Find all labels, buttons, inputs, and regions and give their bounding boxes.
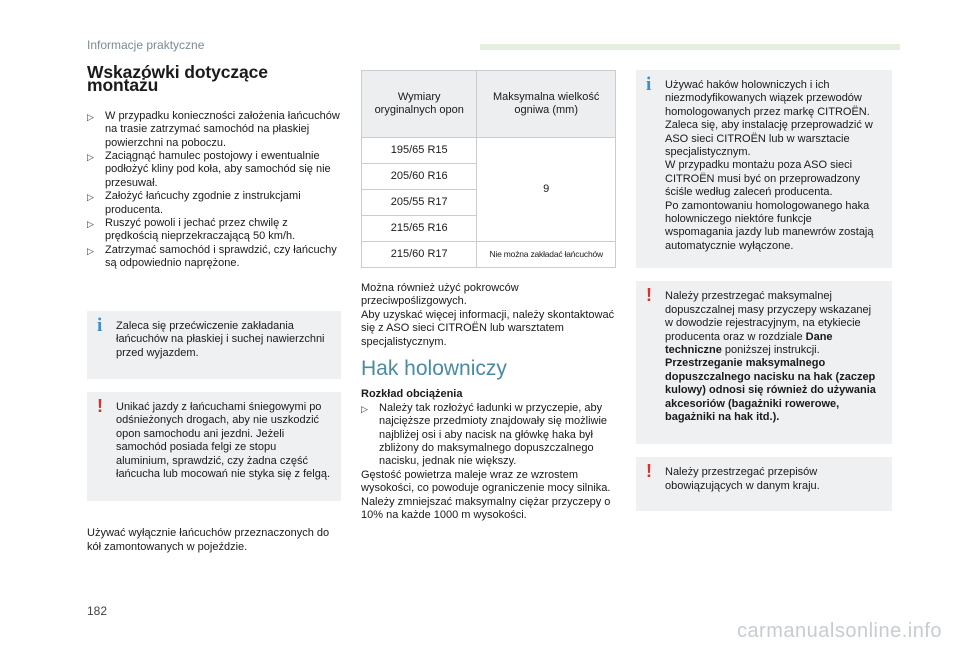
table-cell-link-size: 9 (477, 138, 616, 242)
arrow-bullet-icon: ▷ (87, 219, 94, 230)
table-cell-tire: 205/60 R16 (362, 164, 477, 190)
table-cell-tire: 215/60 R17 (362, 242, 477, 268)
list-item: ▷ Należy tak rozłożyć ładunki w przyczepie, aby najcięższe przedmioty znajdowały się możliwie najbliżej osi i aby nacisk na główkę haka był zbliżony do maksymalnego dopuszczalnego nacisku, jednak nie większy. (361, 401, 608, 468)
alternatives-text: Można również użyć pokrowców przeciwpoślizgowych. Aby uzyskać więcej informacji, należy skontaktować się z ASO sieci CITROËN lub warsztatem specjalistycznym. (361, 282, 615, 348)
table-cell-tire: 215/65 R16 (362, 216, 477, 242)
warning-note: ! Unikać jazdy z łańcuchami śniegowymi po odśnieżonych drogach, aby nie uszkodzić opon samochodu ani jezdni. Jeżeli samochód posiada felgi ze stopu aluminium, sprawdzić, czy żadna część łańcucha lub mocowań nie styka się z felgą. (87, 392, 341, 501)
towbar-title: Hak holowniczy (361, 357, 507, 381)
arrow-bullet-icon: ▷ (361, 403, 368, 414)
warning-icon: ! (97, 395, 103, 416)
list-item: ▷ Założyć łańcuchy zgodnie z instrukcjami producenta. (87, 190, 301, 216)
table-cell-tire: 205/55 R17 (362, 190, 477, 216)
arrow-bullet-icon: ▷ (87, 192, 94, 203)
list-item: ▷ W przypadku konieczności założenia łańcuchów na trasie zatrzymać samochód na płaskiej powierzchni na poboczu. (87, 109, 340, 149)
tire-chain-table (361, 70, 616, 268)
table-cell-tire: 195/65 R15 (362, 138, 477, 164)
table-header-link-size: Maksymalna wielkość ogniwa (mm) (477, 71, 616, 138)
list-item: ▷ Ruszyć powoli i jechać przez chwilę z prędkością nieprzekraczającą 50 km/h. (87, 217, 296, 243)
table-header-tire-size: Wymiary oryginalnych opon (362, 71, 477, 138)
info-icon: i (646, 74, 652, 95)
load-steps (361, 402, 616, 469)
info-note: i Zaleca się przećwiczenie zakładania łańcuchów na płaskiej i suchej nawierzchni przed wyjazdem. (87, 311, 341, 379)
warning-icon: ! (646, 461, 652, 482)
warning-note: ! Należy przestrzegać przepisów obowiązujących w danym kraju. (636, 457, 892, 511)
warning-note: ! Należy przestrzegać maksymalnej dopuszczalnej masy przyczepy wskazanej w dowodzie rejestracyjnym, na etykiecie producenta oraz w rozdziale Dane techniczne poniższej instrukcji. Przestrzeganie maksymalnego dopuszczalnego nacisku na hak (zaczep kulowy) odnosi się również do używania akcesoriów (bagażniki rowerowe, bagażniki na hak itd.). (636, 281, 892, 444)
right-column (636, 70, 892, 511)
table-cell-no-chains: Nie można zakładać łańcuchów (477, 242, 616, 268)
info-note: i Używać haków holowniczych i ich niezmodyfikowanych wiązek przewodów homologowanych przez markę CITROËN. Zaleca się, aby instalację przeprowadzić w ASO sieci CITROËN lub w warsztacie specjalistycznym. W przypadku montażu poza ASO sieci CITROËN musi być on przeprowadzony ściśle według zaleceń producenta. Po zamontowaniu homologowanego haka holowniczego niektóre funkcje wspomagania jazdy lub manewrów zostają automatycznie wyłączone. (636, 70, 892, 268)
air-density-text: Gęstość powietrza maleje wraz ze wzrostem wysokości, co powoduje ograniczenie mocy silnika. Należy zmniejszać maksymalny ciężar przyczepy o 10% na każde 1000 m wysokości. (361, 468, 611, 522)
info-icon: i (97, 314, 103, 336)
page-title: Wskazówki dotyczące montażu (87, 62, 268, 96)
closing-text: Używać wyłącznie łańcuchów przeznaczonych do kół zamontowanych w pojeździe. (87, 527, 330, 553)
mounting-steps (87, 110, 341, 271)
header-bar (480, 44, 900, 50)
list-item: ▷ Zaciągnąć hamulec postojowy i ewentualnie podłożyć kliny pod koła, aby samochód się nie przesuwał. (87, 150, 331, 189)
arrow-bullet-icon: ▷ (87, 245, 94, 256)
arrow-bullet-icon: ▷ (87, 111, 94, 122)
page-number: 182 (87, 604, 108, 618)
section-label: Informacje praktyczne (87, 38, 205, 52)
warning-icon: ! (646, 285, 652, 306)
watermark: carmanualsonline.info (736, 620, 942, 642)
left-column (87, 62, 341, 554)
middle-column (361, 70, 616, 523)
load-distribution-title: Rozkład obciążenia (361, 388, 463, 401)
list-item: ▷ Zatrzymać samochód i sprawdzić, czy łańcuchy są odpowiednio naprężone. (87, 243, 337, 270)
arrow-bullet-icon: ▷ (87, 152, 94, 163)
